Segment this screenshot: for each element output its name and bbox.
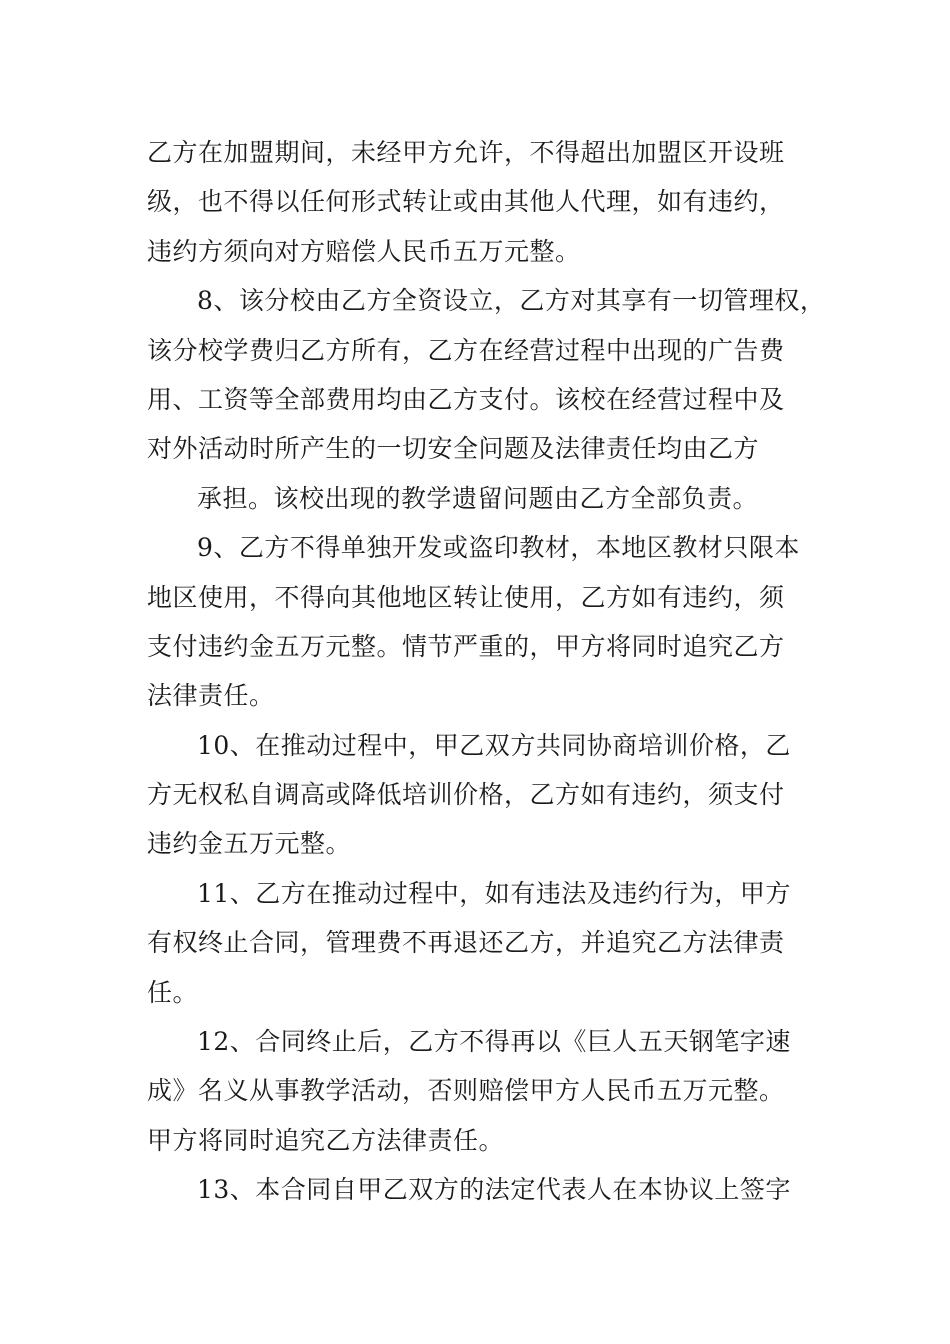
text-line: 乙方在加盟期间，未经甲方允许，不得超出加盟区开设班 [147, 138, 785, 167]
clause-10-line: 10、在推动过程中，甲乙双方共同协商培训价格，乙 [197, 730, 791, 760]
text-line: 法律责任。 [147, 681, 275, 711]
text-line: 违约金五万元整。 [147, 829, 352, 859]
text-line: 违约方须向对方赔偿人民币五万元整。 [147, 236, 581, 266]
text-line: 级，也不得以任何形式转让或由其他人代理，如有违约， [147, 187, 785, 217]
text-line: 任。 [147, 977, 199, 1007]
text-line: 对外活动时所产生的一切安全问题及法律责任均由乙方 [147, 434, 760, 464]
text-line: 支付违约金五万元整。情节严重的，甲方将同时追究乙方 [147, 631, 785, 661]
clause-13-line: 13、本合同自甲乙双方的法定代表人在本协议上签字 [197, 1175, 791, 1205]
clause-11-line: 11、乙方在推动过程中，如有违法及违约行为，甲方 [197, 878, 791, 908]
text-line: 该分校学费归乙方所有，乙方在经营过程中出现的广告费 [147, 335, 785, 365]
text-line: 承担。该校出现的教学遗留问题由乙方全部负责。 [197, 483, 759, 513]
text-line: 地区使用，不得向其他地区转让使用，乙方如有违约，须 [147, 582, 785, 612]
text-line: 方无权私自调高或降低培训价格，乙方如有违约，须支付 [147, 780, 785, 810]
text-line: 有权终止合同，管理费不再退还乙方，并追究乙方法律责 [147, 928, 785, 958]
text-line: 用、工资等全部费用均由乙方支付。该校在经营过程中及 [147, 384, 785, 414]
text-line: 成》名义从事教学活动，否则赔偿甲方人民币五万元整。 [147, 1076, 785, 1106]
clause-9-line: 9、乙方不得单独开发或盗印教材，本地区教材只限本 [197, 533, 800, 563]
text-line: 甲方将同时追究乙方法律责任。 [147, 1125, 505, 1155]
clause-12-line: 12、合同终止后，乙方不得再以《巨人五天钢笔字速 [197, 1027, 791, 1057]
clause-8-line: 8、该分校由乙方全资设立，乙方对其享有一切管理权， [197, 286, 826, 316]
contract-body-text [147, 128, 827, 1215]
